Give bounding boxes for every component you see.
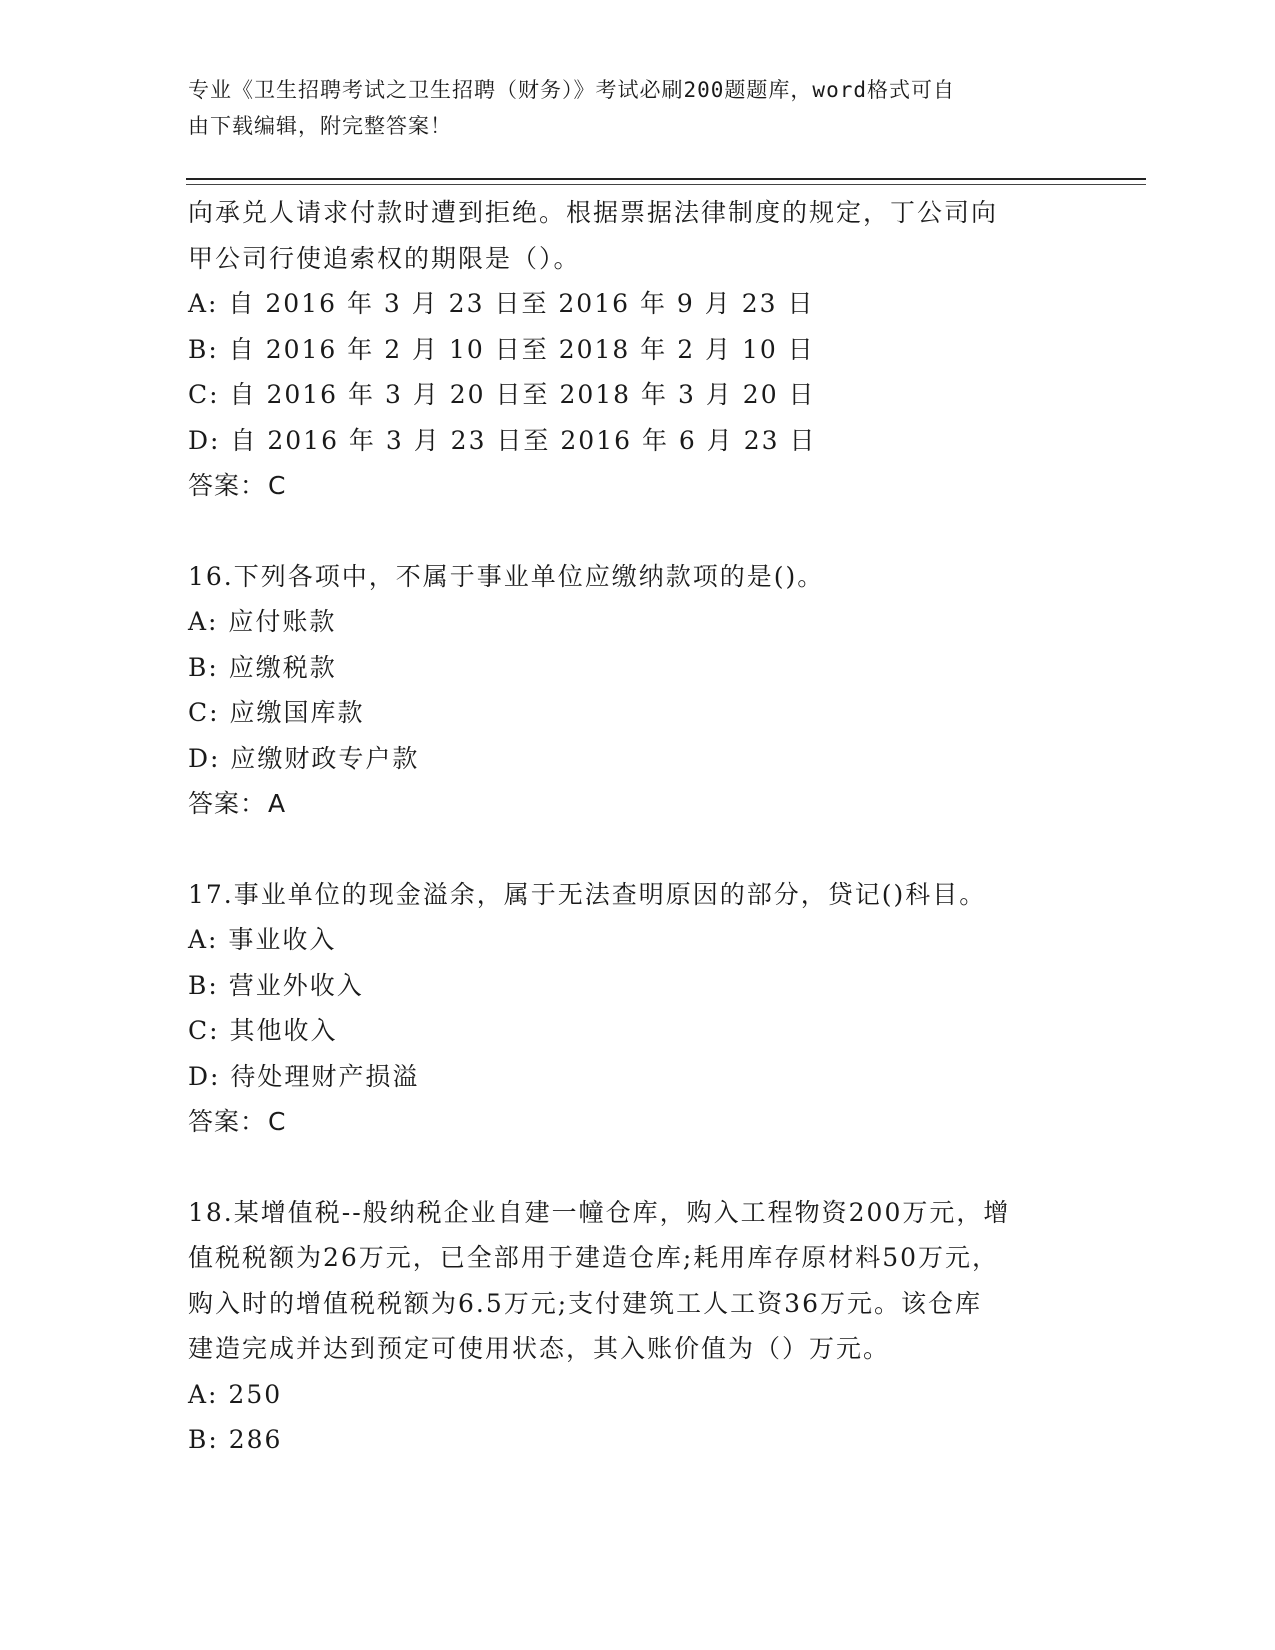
option-d: D: 自 2016 年 3 月 23 日至 2016 年 6 月 23 日 — [188, 425, 817, 455]
answer-value: A — [268, 789, 287, 818]
answer-label: 答案： — [188, 1107, 267, 1136]
option-a: A: 250 — [188, 1379, 283, 1409]
option-c: C: 应缴国库款 — [188, 698, 365, 727]
option-b: B: 营业外收入 — [188, 970, 364, 1000]
option-d: D: 应缴财政专户款 — [188, 743, 420, 773]
spacer — [188, 827, 1088, 872]
document-header — [188, 72, 1068, 144]
answer-label: 答案： — [188, 471, 267, 500]
question-16 — [188, 554, 1088, 827]
answer-line — [188, 463, 1088, 509]
option-a: A: 自 2016 年 3 月 23 日至 2016 年 9 月 23 日 — [188, 289, 815, 318]
question-stem-line: 向承兑人请求付款时遭到拒绝。根据票据法律制度的规定，丁公司向 — [188, 198, 999, 227]
question-stem-line: 购入时的增值税税额为6.5万元;支付建筑工人工资36万元。该仓库 — [188, 1288, 982, 1318]
option-c: C: 其他收入 — [188, 1016, 338, 1045]
option-b: B: 自 2016 年 2 月 10 日至 2018 年 2 月 10 日 — [188, 334, 815, 364]
header-divider-thick — [186, 178, 1146, 180]
option-d: D: 待处理财产损溢 — [188, 1061, 420, 1091]
question-18 — [188, 1190, 1088, 1463]
answer-line — [188, 1099, 1088, 1145]
question-stem-line: 甲公司行使追索权的期限是（）。 — [188, 243, 581, 273]
option-b: B: 286 — [188, 1425, 283, 1454]
question-stem-line: 值税税额为26万元，已全部用于建造仓库;耗用库存原材料50万元， — [188, 1243, 1000, 1272]
question-stem-line: 18.某增值税--般纳税企业自建一幢仓库，购入工程物资200万元，增 — [188, 1197, 1011, 1227]
question-stem-line: 16.下列各项中，不属于事业单位应缴纳款项的是()。 — [188, 561, 825, 591]
option-a: A: 应付账款 — [188, 607, 337, 636]
spacer — [188, 1145, 1088, 1190]
answer-value: C — [268, 471, 287, 500]
question-list — [188, 190, 1088, 1463]
question-17 — [188, 872, 1088, 1145]
answer-label: 答案： — [188, 789, 267, 818]
question-15 — [188, 190, 1088, 509]
spacer — [188, 509, 1088, 554]
question-stem-line: 建造完成并达到预定可使用状态，其入账价值为（）万元。 — [188, 1334, 891, 1363]
option-c: C: 自 2016 年 3 月 20 日至 2018 年 3 月 20 日 — [188, 380, 816, 409]
answer-line — [188, 781, 1088, 827]
header-line-1: 专业《卫生招聘考试之卫生招聘（财务）》考试必刷200题题库，word格式可自 — [188, 78, 955, 102]
option-a: A: 事业收入 — [188, 925, 337, 954]
question-stem-line: 17.事业单位的现金溢余，属于无法查明原因的部分，贷记()科目。 — [188, 879, 987, 909]
option-b: B: 应缴税款 — [188, 652, 337, 682]
header-line-2: 由下载编辑，附完整答案！ — [188, 114, 452, 138]
header-divider-thin — [186, 184, 1146, 185]
answer-value: C — [268, 1107, 287, 1136]
